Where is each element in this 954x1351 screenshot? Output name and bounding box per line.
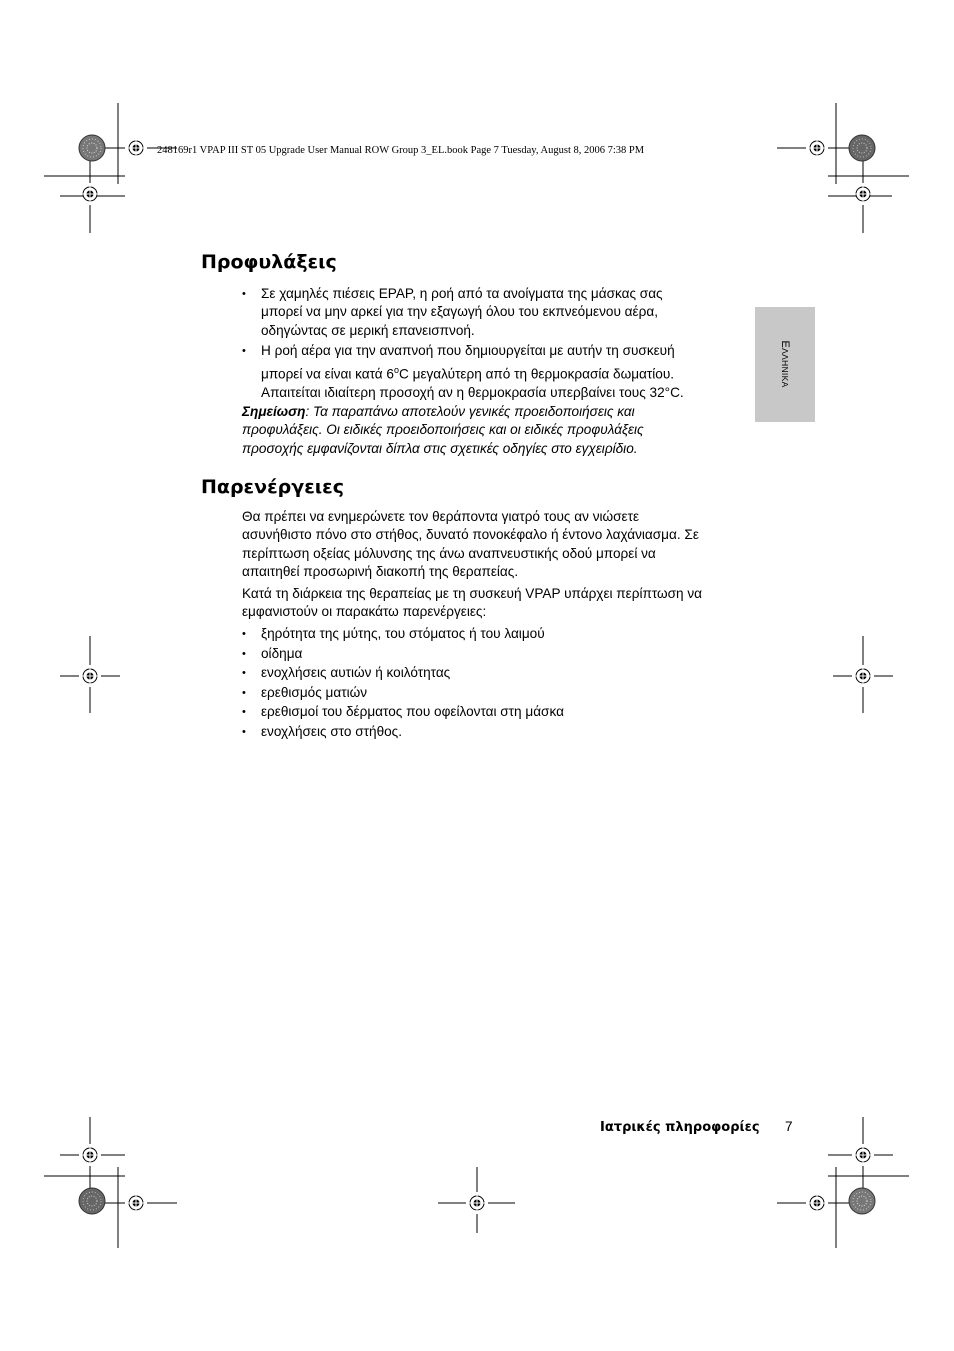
tab-label-initial: Ε bbox=[779, 340, 791, 349]
text-line: Σε χαμηλές πιέσεις EPAP, η ροή από τα ανοίγματα της μάσκας σας bbox=[261, 286, 663, 301]
list-item bbox=[242, 703, 752, 721]
page-number: 7 bbox=[785, 1119, 793, 1134]
list-item bbox=[242, 625, 752, 643]
list-item-text: ερεθισμός ματιών bbox=[261, 684, 368, 700]
list-item-text: ερεθισμοί του δέρματος που οφείλονται στη μάσκα bbox=[261, 704, 564, 720]
precautions-list bbox=[242, 285, 752, 402]
footer-section-title: Ιατρικές πληροφορίες bbox=[600, 1120, 760, 1135]
list-item bbox=[242, 342, 752, 402]
list-item bbox=[242, 285, 752, 340]
section-title-precautions: Προφυλάξεις bbox=[201, 251, 337, 273]
text-line: Θα πρέπει να ενημερώνετε τον θεράποντα γιατρό τους αν νιώσετε bbox=[242, 509, 640, 524]
text-fragment: C μεγαλύτερη από τη θερμοκρασία δωματίου. bbox=[399, 366, 675, 382]
bullet-icon: • bbox=[242, 667, 246, 680]
bullet-icon: • bbox=[242, 288, 246, 300]
note-text: : Τα παραπάνω αποτελούν γενικές προειδοποιήσεις και bbox=[305, 404, 635, 419]
text-line: μπορεί να μην αρκεί για την εξαγωγή όλου του εκπνεόμενου αέρα, bbox=[261, 304, 658, 320]
language-tab-label bbox=[779, 340, 791, 387]
bullet-icon: • bbox=[242, 345, 246, 358]
registration-target bbox=[852, 183, 874, 205]
tab-label-rest: ΛΛΗΝΙΚΑ bbox=[780, 348, 790, 388]
registration-target bbox=[79, 1144, 101, 1166]
registration-target bbox=[806, 1192, 828, 1214]
bullet-icon: • bbox=[242, 706, 246, 719]
starburst-mark bbox=[849, 135, 875, 161]
text-line: Κατά τη διάρκεια της θεραπείας με τη συσκευή VPAP υπάρχει περίπτωση να bbox=[242, 586, 703, 601]
text-line: Η ροή αέρα για την αναπνοή που δημιουργείται με αυτήν τη συσκευή bbox=[261, 343, 675, 359]
list-item-text: οίδημα bbox=[261, 645, 303, 661]
list-item-text: ξηρότητα της μύτης, του στόματος ή του λαιμού bbox=[261, 626, 545, 641]
note-block bbox=[242, 403, 752, 458]
registration-target bbox=[466, 1192, 488, 1214]
registration-target bbox=[852, 665, 874, 687]
text-line: απαιτηθεί προσωρινή διακοπή της θεραπείας. bbox=[242, 564, 519, 580]
bullet-icon: • bbox=[242, 686, 246, 699]
registration-target bbox=[806, 137, 828, 159]
registration-target bbox=[852, 1144, 874, 1166]
print-header: 248169r1 VPAP III ST 05 Upgrade User Manual ROW Group 3_EL.book Page 7 Tuesday, August 8, 2006 7:38 PM bbox=[157, 145, 645, 156]
bullet-icon: • bbox=[242, 725, 246, 738]
registration-target bbox=[79, 665, 101, 687]
text-fragment: μπορεί να είναι κατά 6 bbox=[261, 366, 394, 382]
list-item-text: ενοχλήσεις αυτιών ή κοιλότητας bbox=[261, 665, 451, 681]
list-item bbox=[242, 684, 752, 702]
text-line: εμφανιστούν οι παρακάτω παρενέργειες: bbox=[242, 604, 487, 620]
note-text: προσοχής εμφανίζονται δίπλα στις σχετικές οδηγίες στο εγχειρίδιο. bbox=[242, 440, 638, 456]
degree-superscript: o bbox=[394, 364, 400, 375]
side-effects-list bbox=[242, 625, 752, 743]
paragraph bbox=[242, 585, 754, 622]
list-item bbox=[242, 723, 752, 741]
starburst-mark bbox=[79, 135, 105, 161]
text-line bbox=[261, 361, 752, 384]
text-line: περίπτωση οξείας μόλυνσης της άνω αναπνευστικής οδού μπορεί να bbox=[242, 545, 656, 561]
registration-target bbox=[79, 183, 101, 205]
text-line: Απαιτείται ιδιαίτερη προσοχή αν η θερμοκρασία υπερβαίνει τους 32°C. bbox=[261, 384, 684, 400]
list-item-text: ενοχλήσεις στο στήθος. bbox=[261, 723, 403, 739]
note-label: Σημείωση bbox=[242, 404, 306, 419]
bullet-icon: • bbox=[242, 647, 246, 660]
paragraph bbox=[242, 508, 754, 582]
registration-target bbox=[125, 137, 147, 159]
starburst-mark bbox=[849, 1188, 875, 1214]
starburst-mark bbox=[79, 1188, 105, 1214]
text-line: ασυνήθιστο πόνο στο στήθος, δυνατό πονοκέφαλο ή έντονο λαχάνιασμα. Σε bbox=[242, 527, 699, 543]
note-text: προφυλάξεις. Οι ειδικές προειδοποιήσεις και οι ειδικές προφυλάξεις bbox=[242, 422, 644, 438]
registration-target bbox=[125, 1192, 147, 1214]
list-item bbox=[242, 645, 752, 663]
section-title-side-effects: Παρενέργειες bbox=[201, 476, 345, 498]
list-item bbox=[242, 664, 752, 682]
bullet-icon: • bbox=[242, 628, 246, 640]
language-tab bbox=[755, 307, 815, 422]
text-line: οδηγώντας σε μερική επανεισπνοή. bbox=[261, 322, 475, 338]
